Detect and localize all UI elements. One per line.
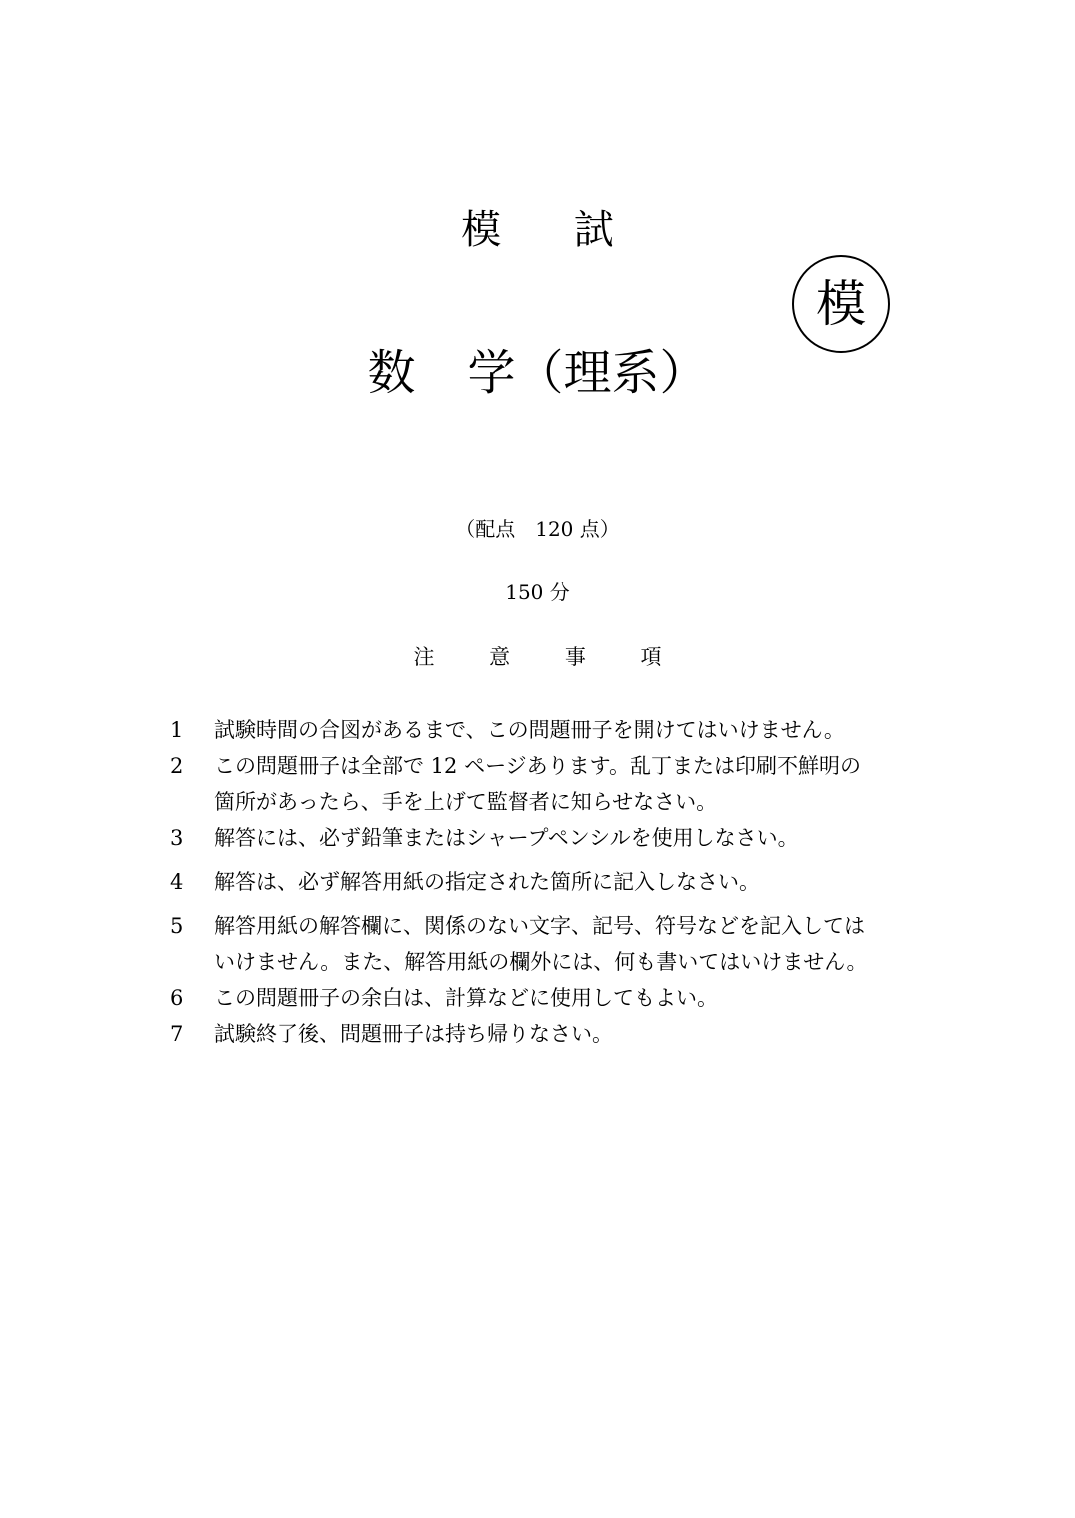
note-text: 試験時間の合図があるまで、この問題冊子を開けてはいけません。 bbox=[214, 718, 845, 742]
note-item bbox=[170, 980, 930, 1016]
notes-heading: 注 意 事 項 bbox=[413, 645, 686, 669]
note-item bbox=[170, 712, 930, 748]
note-number: 3 bbox=[170, 826, 184, 850]
exam-type-title: 模 試 bbox=[461, 207, 644, 253]
stamp-seal: 模 bbox=[792, 255, 890, 353]
note-item bbox=[170, 1016, 930, 1052]
notes-list bbox=[170, 712, 930, 1052]
note-item bbox=[170, 864, 930, 900]
note-text: この問題冊子の余白は、計算などに使用してもよい。 bbox=[214, 986, 718, 1010]
subject-char-1: 数 bbox=[367, 345, 416, 401]
note-item bbox=[170, 820, 930, 856]
subject-parenthetical: （理系） bbox=[515, 345, 708, 401]
note-text: この問題冊子は全部で 12 ページあります。乱丁または印刷不鮮明の 箇所があったら、手を上げて監督者に知らせなさい。 bbox=[214, 754, 861, 814]
subject-title bbox=[0, 338, 1075, 408]
note-number: 6 bbox=[170, 986, 184, 1010]
note-number: 7 bbox=[170, 1022, 184, 1046]
exam-duration: 150 分 bbox=[505, 580, 570, 604]
note-item bbox=[170, 748, 930, 820]
note-number: 5 bbox=[170, 914, 184, 938]
points-allocation: （配点 120 点） bbox=[455, 517, 620, 541]
note-item bbox=[170, 908, 930, 980]
note-number: 4 bbox=[170, 870, 184, 894]
note-number: 1 bbox=[170, 718, 184, 742]
note-text: 試験終了後、問題冊子は持ち帰りなさい。 bbox=[214, 1022, 613, 1046]
subject-char-2: 学 bbox=[467, 345, 516, 401]
note-number: 2 bbox=[170, 754, 184, 778]
note-text: 解答には、必ず鉛筆またはシャープペンシルを使用しなさい。 bbox=[214, 826, 799, 850]
note-text: 解答用紙の解答欄に、関係のない文字、記号、符号などを記入しては いけません。また、解答用紙の欄外には、何も書いてはいけません。 bbox=[214, 914, 868, 974]
note-text: 解答は、必ず解答用紙の指定された箇所に記入しなさい。 bbox=[214, 870, 760, 894]
